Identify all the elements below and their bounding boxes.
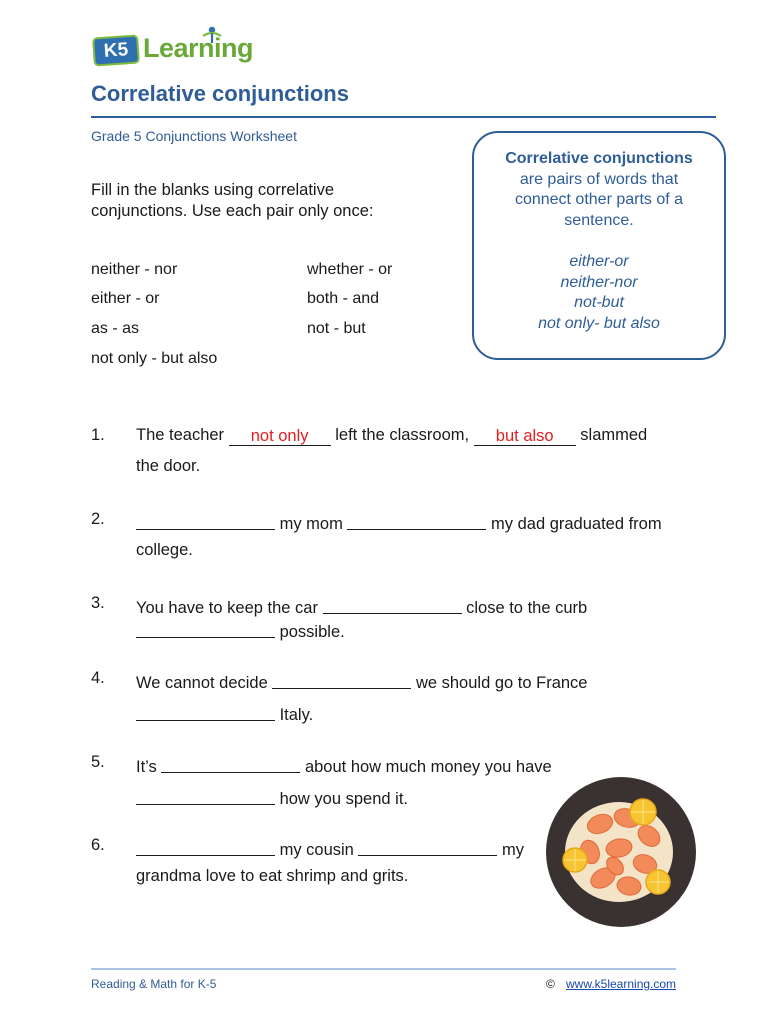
definition-heading: Correlative conjunctions	[505, 150, 693, 167]
answer-blank[interactable]	[136, 702, 275, 721]
question-number: 6.	[91, 836, 105, 854]
question-text: The teacher	[136, 426, 229, 444]
instructions-text: Fill in the blanks using correlative conjunctions. Use each pair only once:	[91, 181, 374, 220]
question-number: 3.	[91, 594, 105, 612]
logo-figure-icon	[201, 26, 223, 44]
answer-blank[interactable]	[272, 670, 411, 689]
question-number: 5.	[91, 753, 105, 771]
answer-blank[interactable]	[136, 786, 275, 805]
footer-tagline: Reading & Math for K-5	[91, 977, 217, 991]
definition-box	[472, 131, 726, 360]
question-text: the door.	[136, 457, 201, 475]
question-4-line-2	[136, 701, 313, 725]
question-3-line-1	[136, 594, 587, 618]
answer-blank[interactable]	[161, 754, 300, 773]
k5-logo-icon	[93, 30, 263, 72]
question-number: 1.	[91, 426, 105, 444]
question-text: It’s	[136, 758, 162, 776]
question-number: 4.	[91, 669, 105, 687]
question-text: slammed	[575, 426, 648, 444]
example-pair: not only- but also	[538, 314, 660, 332]
question-text: how you spend it.	[275, 790, 408, 808]
logo-wordmark: Learning	[143, 33, 254, 63]
definition-body: are pairs of words that connect other parts of a sentence.	[514, 170, 684, 229]
question-3-line-2	[136, 618, 345, 642]
pair-item: as - as	[91, 320, 140, 337]
answer-blank[interactable]	[136, 837, 275, 856]
answer-blank[interactable]	[136, 511, 275, 530]
title-divider	[91, 116, 716, 118]
pair-item: both - and	[307, 290, 380, 307]
example-pair: not-but	[574, 294, 624, 311]
question-1-line-1	[136, 426, 647, 445]
pair-item: either - or	[91, 290, 160, 307]
question-text: We cannot decide	[136, 674, 273, 692]
question-5-line-1	[136, 753, 552, 777]
pair-item: not only - but also	[91, 350, 218, 367]
question-text: close to the curb	[461, 599, 588, 617]
answer-blank[interactable]	[358, 837, 497, 856]
question-text: Italy.	[275, 706, 314, 724]
question-number: 2.	[91, 510, 105, 528]
page-title: Correlative conjunctions	[91, 81, 349, 106]
question-text: possible.	[275, 623, 345, 641]
copyright-symbol: ©	[546, 977, 555, 991]
answer-blank[interactable]: not only	[229, 427, 331, 446]
shrimp-plate-icon	[545, 776, 697, 928]
question-2-line-1	[136, 510, 662, 534]
question-text: my	[497, 841, 525, 859]
footer-divider	[91, 968, 676, 970]
pair-item: whether - or	[307, 261, 393, 278]
pair-item: not - but	[307, 320, 366, 337]
answer-blank[interactable]	[323, 595, 462, 614]
question-4-line-1	[136, 669, 587, 693]
question-text: left the classroom,	[330, 426, 474, 444]
question-text: You have to keep the car	[136, 599, 323, 617]
example-pair: neither-nor	[560, 273, 638, 291]
question-text: we should go to France	[411, 674, 588, 692]
website-link[interactable]: www.k5learning.com	[566, 977, 677, 991]
pair-item: neither - nor	[91, 261, 178, 278]
question-text: about how much money you have	[300, 758, 552, 776]
answer-blank[interactable]	[136, 619, 275, 638]
question-text: college.	[136, 541, 193, 559]
question-6-line-1	[136, 836, 524, 860]
answer-blank[interactable]: but also	[474, 427, 576, 446]
page-subtitle: Grade 5 Conjunctions Worksheet	[91, 128, 297, 144]
example-pair: either-or	[569, 253, 629, 270]
question-text: grandma love to eat shrimp and grits.	[136, 867, 409, 885]
question-text: my cousin	[275, 841, 359, 859]
question-5-line-2	[136, 785, 408, 809]
question-text: my dad graduated from	[486, 515, 662, 533]
question-text: my mom	[275, 515, 348, 533]
logo-k5-badge: K5	[92, 34, 140, 66]
answer-blank[interactable]	[347, 511, 486, 530]
